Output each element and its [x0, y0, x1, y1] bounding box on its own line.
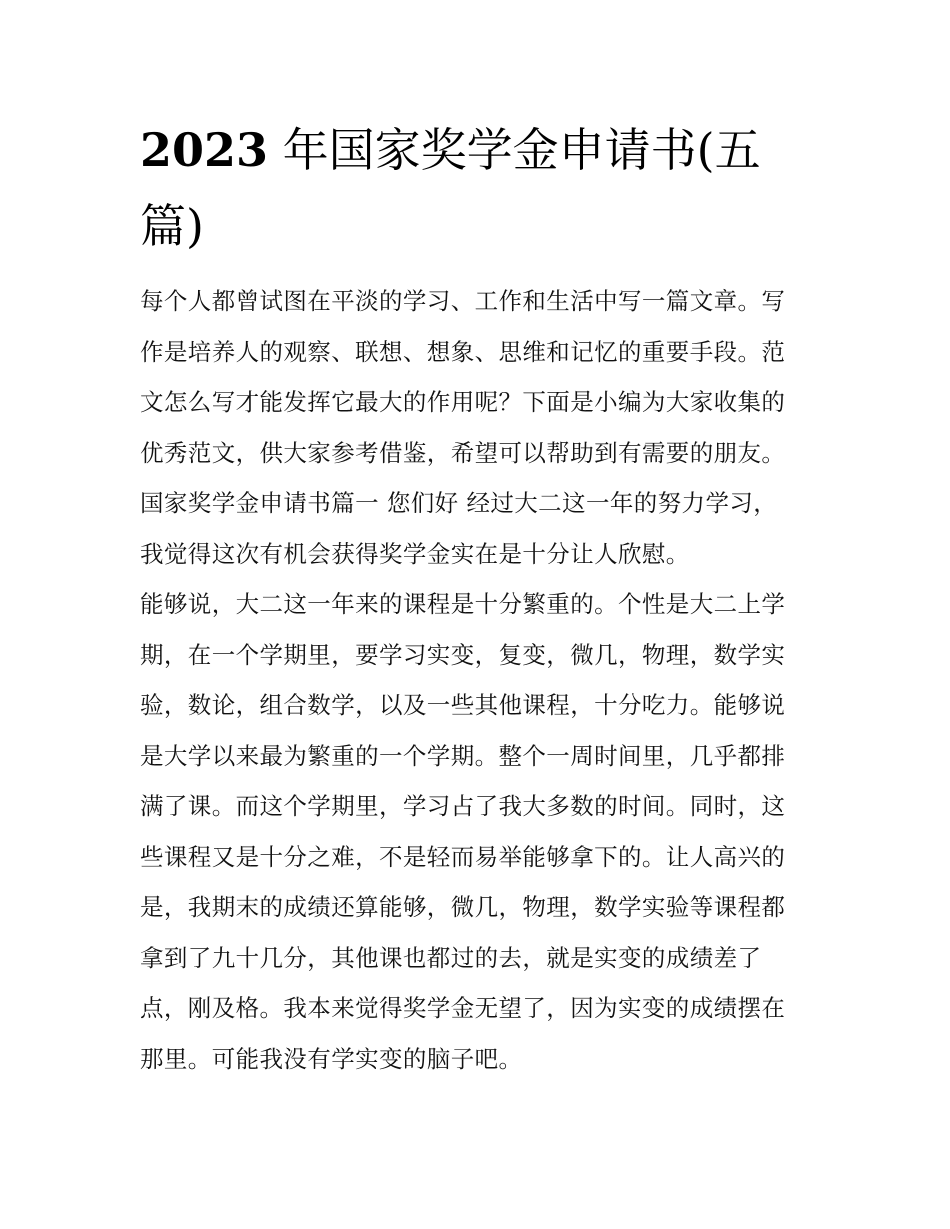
text-line: 优秀范文，供大家参考借鉴，希望可以帮助到有需要的朋友。 — [140, 438, 786, 467]
document-body — [140, 276, 815, 1084]
text-line: 文怎么写才能发挥它最大的作用呢？下面是小编为大家收集的 — [140, 388, 786, 416]
text-line: 那里。可能我没有学实变的脑子吧。 — [140, 1044, 523, 1073]
title-text: 年国家奖学金申请书(五篇) — [140, 123, 761, 253]
paragraph-intro — [140, 276, 815, 579]
text-line: 些课程又是十分之难，不是轻而易举能够拿下的。让人高兴的 — [140, 842, 786, 871]
text-line: 能够说，大二这一年来的课程是十分繁重的。个性是大二上学 — [140, 590, 786, 618]
text-line: 每个人都曾试图在平淡的学习、工作和生活中写一篇文章。写 — [140, 287, 786, 315]
title-year: 2023 — [140, 123, 269, 177]
text-line: 是大学以来最为繁重的一个学期。整个一周时间里，几乎都排 — [140, 741, 786, 770]
text-line: 作是培养人的观察、联想、想象、思维和记忆的重要手段。范 — [140, 337, 786, 366]
text-line: 点，刚及格。我本来觉得奖学金无望了，因为实变的成绩摆在 — [140, 994, 786, 1022]
text-line: 是，我期末的成绩还算能够，微几，物理，数学实验等课程都 — [140, 893, 786, 921]
document-title — [140, 112, 820, 264]
text-line: 国家奖学金申请书篇一 您们好 经过大二这一年的努力学习， — [140, 489, 778, 517]
text-line: 拿到了九十几分，其他课也都过的去，就是实变的成绩差了 — [140, 943, 762, 972]
text-line: 我觉得这次有机会获得奖学金实在是十分让人欣慰。 — [140, 539, 690, 568]
paragraph-courses — [140, 579, 815, 1084]
text-line: 满了课。而这个学期里，学习占了我大多数的时间。同时，这 — [140, 792, 786, 820]
text-line: 期，在一个学期里，要学习实变，复变，微几，物理，数学实 — [140, 640, 786, 669]
text-line: 验，数论，组合数学，以及一些其他课程，十分吃力。能够说 — [140, 691, 786, 719]
